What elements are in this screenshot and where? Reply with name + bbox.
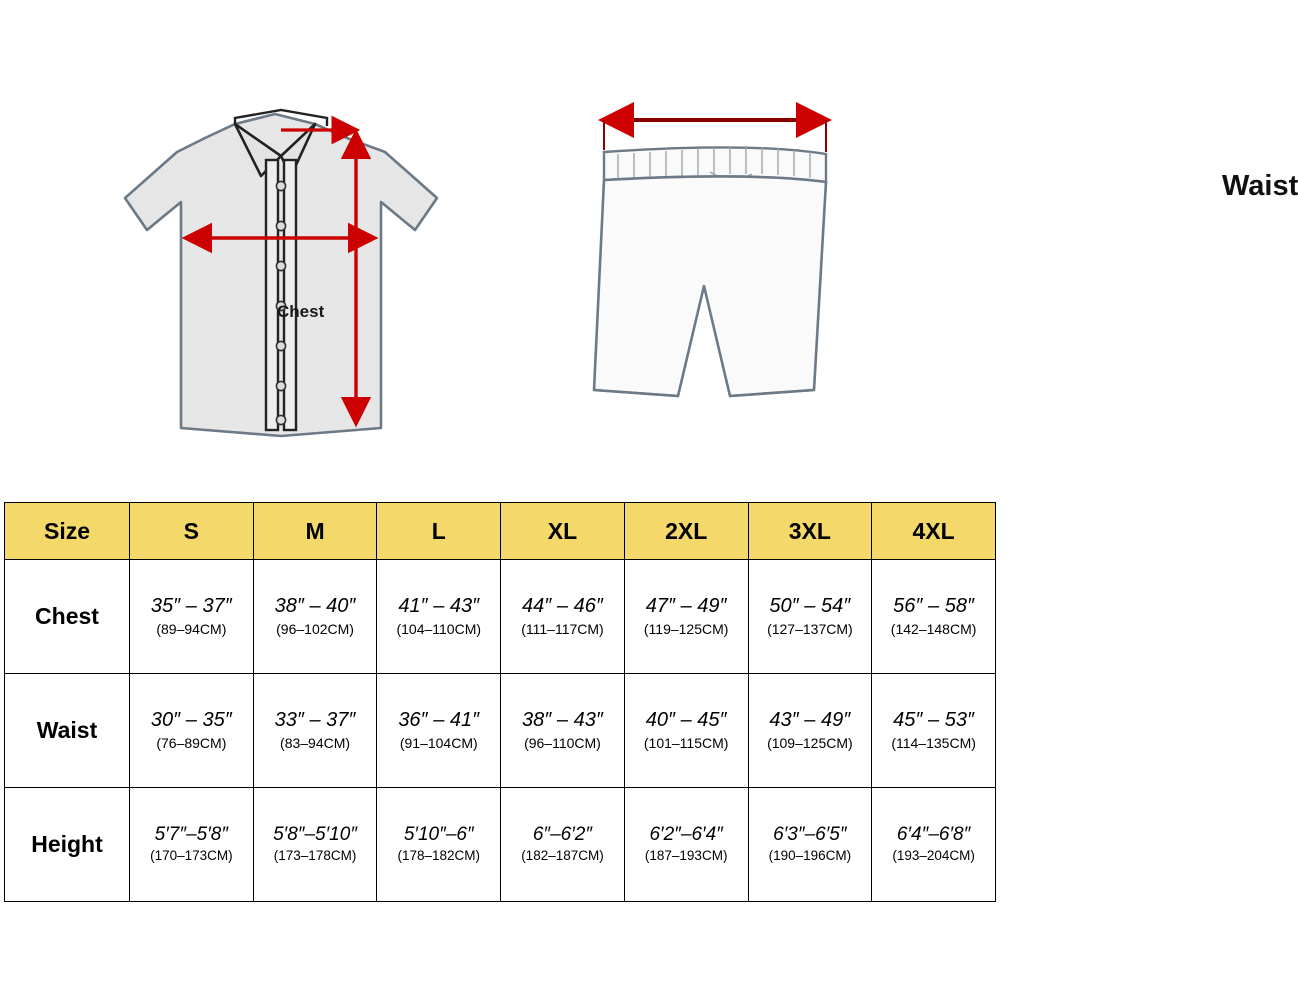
cell-height-s [130, 788, 254, 902]
cell-height-4xl [872, 788, 996, 902]
cell-cm: (91–104CM) [399, 734, 478, 751]
cell-chest-xl [501, 560, 625, 674]
cell-waist-l [377, 674, 501, 788]
header-cell-xl: XL [501, 503, 625, 560]
header-cell-m: M [253, 503, 377, 560]
shirt-diagram [85, 90, 475, 460]
cell-inch: 45″ – 53″ [893, 708, 975, 731]
cell-inch: 38″ – 43″ [522, 708, 603, 731]
table-row [5, 560, 996, 674]
cell-waist-m [253, 674, 377, 788]
cell-inch: 6″–6′2″ [532, 823, 593, 845]
cell-cm: (193–204CM) [892, 848, 975, 864]
cell-cm: (173–178CM) [273, 848, 357, 864]
cell-height-m [253, 788, 377, 902]
cell-inch: 38″ – 40″ [274, 594, 356, 617]
row-label-chest: Chest [5, 560, 130, 674]
cell-inch: 6′2″–6′4″ [649, 823, 723, 845]
cell-inch: 40″ – 45″ [645, 708, 727, 731]
chest-measure-label: Chest [277, 302, 325, 321]
cell-chest-3xl [748, 560, 872, 674]
cell-cm: (101–115CM) [643, 734, 729, 751]
cell-cm: (109–125CM) [767, 734, 853, 751]
header-cell-s: S [130, 503, 254, 560]
row-label-waist: Waist [5, 674, 130, 788]
cell-inch: 56″ – 58″ [893, 594, 975, 617]
cell-chest-4xl [872, 560, 996, 674]
cell-waist-2xl [624, 674, 748, 788]
cell-inch: 50″ – 54″ [769, 594, 851, 617]
cell-cm: (170–173CM) [150, 848, 233, 864]
cell-chest-s [130, 560, 254, 674]
cell-inch: 6′3″–6′5″ [773, 823, 847, 845]
cell-inch: 44″ – 46″ [522, 594, 603, 617]
cell-cm: (190–196CM) [768, 848, 852, 864]
cell-cm: (178–182CM) [397, 848, 481, 864]
cell-waist-4xl [872, 674, 996, 788]
cell-cm: (96–102CM) [276, 620, 354, 637]
header-cell-size: Size [5, 503, 130, 560]
cell-inch: 33″ – 37″ [274, 708, 356, 731]
cell-cm: (127–137CM) [767, 620, 853, 637]
cell-inch: 43″ – 49″ [769, 708, 851, 731]
cell-waist-s [130, 674, 254, 788]
cell-inch: 41″ – 43″ [398, 594, 480, 617]
cell-waist-3xl [748, 674, 872, 788]
header-cell-3xl: 3XL [748, 503, 872, 560]
cell-cm: (111–117CM) [521, 620, 604, 637]
cell-cm: (182–187CM) [521, 848, 604, 864]
cell-chest-m [253, 560, 377, 674]
waist-measure-label: Waist [1222, 170, 1298, 202]
cell-height-l [377, 788, 501, 902]
cell-cm: (76–89CM) [156, 734, 227, 751]
cell-cm: (89–94CM) [156, 620, 227, 637]
cell-inch: 47″ – 49″ [645, 594, 727, 617]
cell-cm: (119–125CM) [643, 620, 729, 637]
cell-waist-xl [501, 674, 625, 788]
cell-height-2xl [624, 788, 748, 902]
row-label-height: Height [5, 788, 130, 902]
table-row [5, 674, 996, 788]
size-table [4, 502, 996, 902]
table-row [5, 788, 996, 902]
cell-cm: (187–193CM) [644, 848, 728, 864]
cell-inch: 35″ – 37″ [150, 594, 232, 617]
header-cell-2xl: 2XL [624, 503, 748, 560]
cell-height-3xl [748, 788, 872, 902]
shorts-diagram [560, 80, 1298, 460]
cell-cm: (96–110CM) [524, 734, 601, 751]
size-table-wrapper [4, 502, 996, 902]
cell-cm: (142–148CM) [890, 620, 977, 637]
cell-inch: 5′10″–6″ [403, 823, 474, 845]
table-header-row [5, 503, 996, 560]
cell-inch: 6′4″–6′8″ [896, 823, 971, 845]
cell-inch: 36″ – 41″ [398, 708, 480, 731]
cell-cm: (83–94CM) [280, 734, 351, 751]
cell-chest-2xl [624, 560, 748, 674]
cell-cm: (104–110CM) [396, 620, 482, 637]
cell-chest-l [377, 560, 501, 674]
cell-inch: 5′7″–5′8″ [154, 823, 229, 845]
header-cell-4xl: 4XL [872, 503, 996, 560]
cell-inch: 5′8″–5′10″ [273, 823, 358, 845]
cell-cm: (114–135CM) [891, 734, 976, 751]
cell-height-xl [501, 788, 625, 902]
cell-inch: 30″ – 35″ [150, 708, 232, 731]
header-cell-l: L [377, 503, 501, 560]
